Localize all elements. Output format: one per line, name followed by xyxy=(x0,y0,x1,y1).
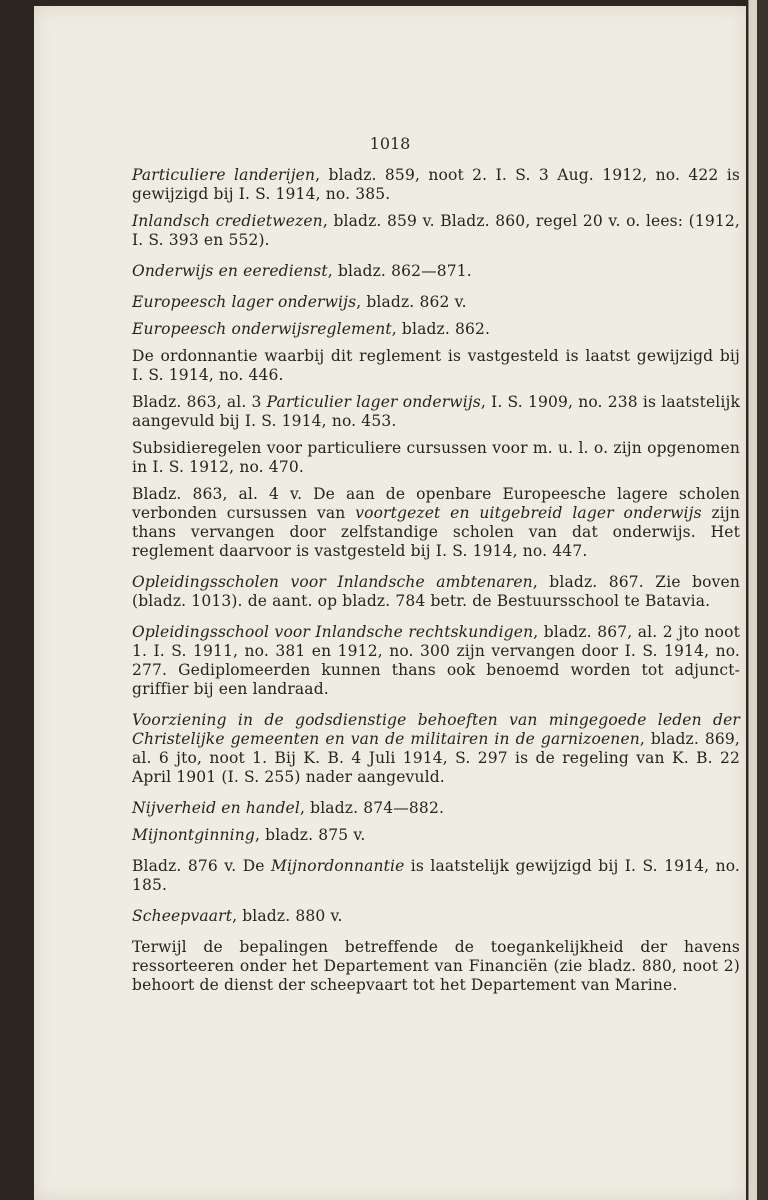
entry-title: Opleidingsschool voor Inlandsche rechtskundigen xyxy=(132,623,534,641)
paragraph: Nijverheid en handel, bladz. 874—882. xyxy=(132,799,445,817)
book-page xyxy=(34,6,746,1200)
paragraph: Mijnontginning, bladz. 875 v. xyxy=(132,826,366,844)
paragraph: Inlandsch credietwezen, bladz. 859 v. Bladz. 860, regel 20 v. o. lees: (1912, I. S. 393 en 552). xyxy=(132,212,740,249)
entry-title: Nijverheid en handel xyxy=(132,799,300,817)
book-cover-edge xyxy=(757,0,768,1200)
page-body xyxy=(132,166,740,1003)
entry-title: Particuliere landerijen xyxy=(132,166,316,184)
entry-title: Onderwijs en eeredienst xyxy=(132,262,328,280)
page-number: 1018 xyxy=(369,134,411,153)
paragraph: Opleidingsscholen voor Inlandsche ambtenaren, bladz. 867. Zie boven (bladz. 1013). de aant. op bladz. 784 betr. de Bestuursschool te Batavia. xyxy=(132,573,740,610)
paragraph: Terwijl de bepalingen betreffende de toegankelijkheid der havens ressorteeren onder het Departement van Financiën (zie bladz. 880, noot 2) behoort de dienst der scheepvaart tot het Departement van Marine. xyxy=(132,938,740,994)
paragraph: Onderwijs en eeredienst, bladz. 862—871. xyxy=(132,262,472,280)
entry-title: Mijnontginning xyxy=(132,826,255,844)
paragraph: Scheepvaart, bladz. 880 v. xyxy=(132,907,343,925)
paragraph: Voorziening in de godsdienstige behoeften van mingegoede leden der Christelijke gemeenten en van de militairen in de garnizoenen, bladz. 869, al. 6 jto, noot 1. Bij K. B. 4 Juli 1914, S. 297 is de regeling van K. B. 22 April 1901 (I. S. 255) nader aangevuld. xyxy=(132,711,740,786)
paragraph: Europeesch onderwijsreglement, bladz. 862. xyxy=(132,320,491,338)
entry-title: Particulier lager onderwijs xyxy=(266,393,481,411)
entry-title: Inlandsch credietwezen xyxy=(132,212,323,230)
entry-title: Opleidingsscholen voor Inlandsche ambtenaren xyxy=(132,573,533,591)
paragraph: Bladz. 863, al. 4 v. De aan de openbare Europeesche lagere scholen verbonden cursussen van voortgezet en uitgebreid lager onderwijs zijn thans vervangen door zelfstandige scholen van dat onderwijs. Het reglement daarvoor is vastgesteld bij I. S. 1914, no. 447. xyxy=(132,485,741,560)
paragraph: De ordonnantie waarbij dit reglement is vastgesteld is laatst gewijzigd bij I. S. 1914, no. 446. xyxy=(132,347,740,384)
entry-title: Voorziening in de godsdienstige behoeften van mingegoede leden der Christelijke gemeenten en van de militairen in de garnizoenen xyxy=(132,711,740,748)
paragraph: Particuliere landerijen, bladz. 859, noot 2. I. S. 3 Aug. 1912, no. 422 is gewijzigd bij I. S. 1914, no. 385. xyxy=(132,166,740,203)
entry-title: Europeesch lager onderwijs xyxy=(132,293,357,311)
paragraph: Bladz. 876 v. De Mijnordonnantie is laatstelijk gewijzigd bij I. S. 1914, no. 185. xyxy=(132,857,740,894)
entry-title: Europeesch onderwijsreglement xyxy=(132,320,392,338)
paragraph: Subsidieregelen voor particuliere cursussen voor m. u. l. o. zijn opgenomen in I. S. 1912, no. 470. xyxy=(132,439,740,476)
paragraph: Opleidingsschool voor Inlandsche rechtskundigen, bladz. 867, al. 2 jto noot 1. I. S. 1911, no. 381 en 1912, no. 300 zijn vervangen door I. S. 1914, no. 277. Gediplomeerden kunnen thans ook benoemd worden tot adjunct-griffier bij een landraad. xyxy=(132,623,740,698)
entry-title: voortgezet en uitgebreid lager onderwijs xyxy=(355,504,702,522)
paragraph: Bladz. 863, al. 3 Particulier lager onderwijs, I. S. 1909, no. 238 is laatstelijk aangevuld bij I. S. 1914, no. 453. xyxy=(132,393,740,430)
entry-title: Scheepvaart xyxy=(132,907,233,925)
paragraph: Europeesch lager onderwijs, bladz. 862 v. xyxy=(132,293,467,311)
entry-title: Mijnordonnantie xyxy=(271,857,405,875)
